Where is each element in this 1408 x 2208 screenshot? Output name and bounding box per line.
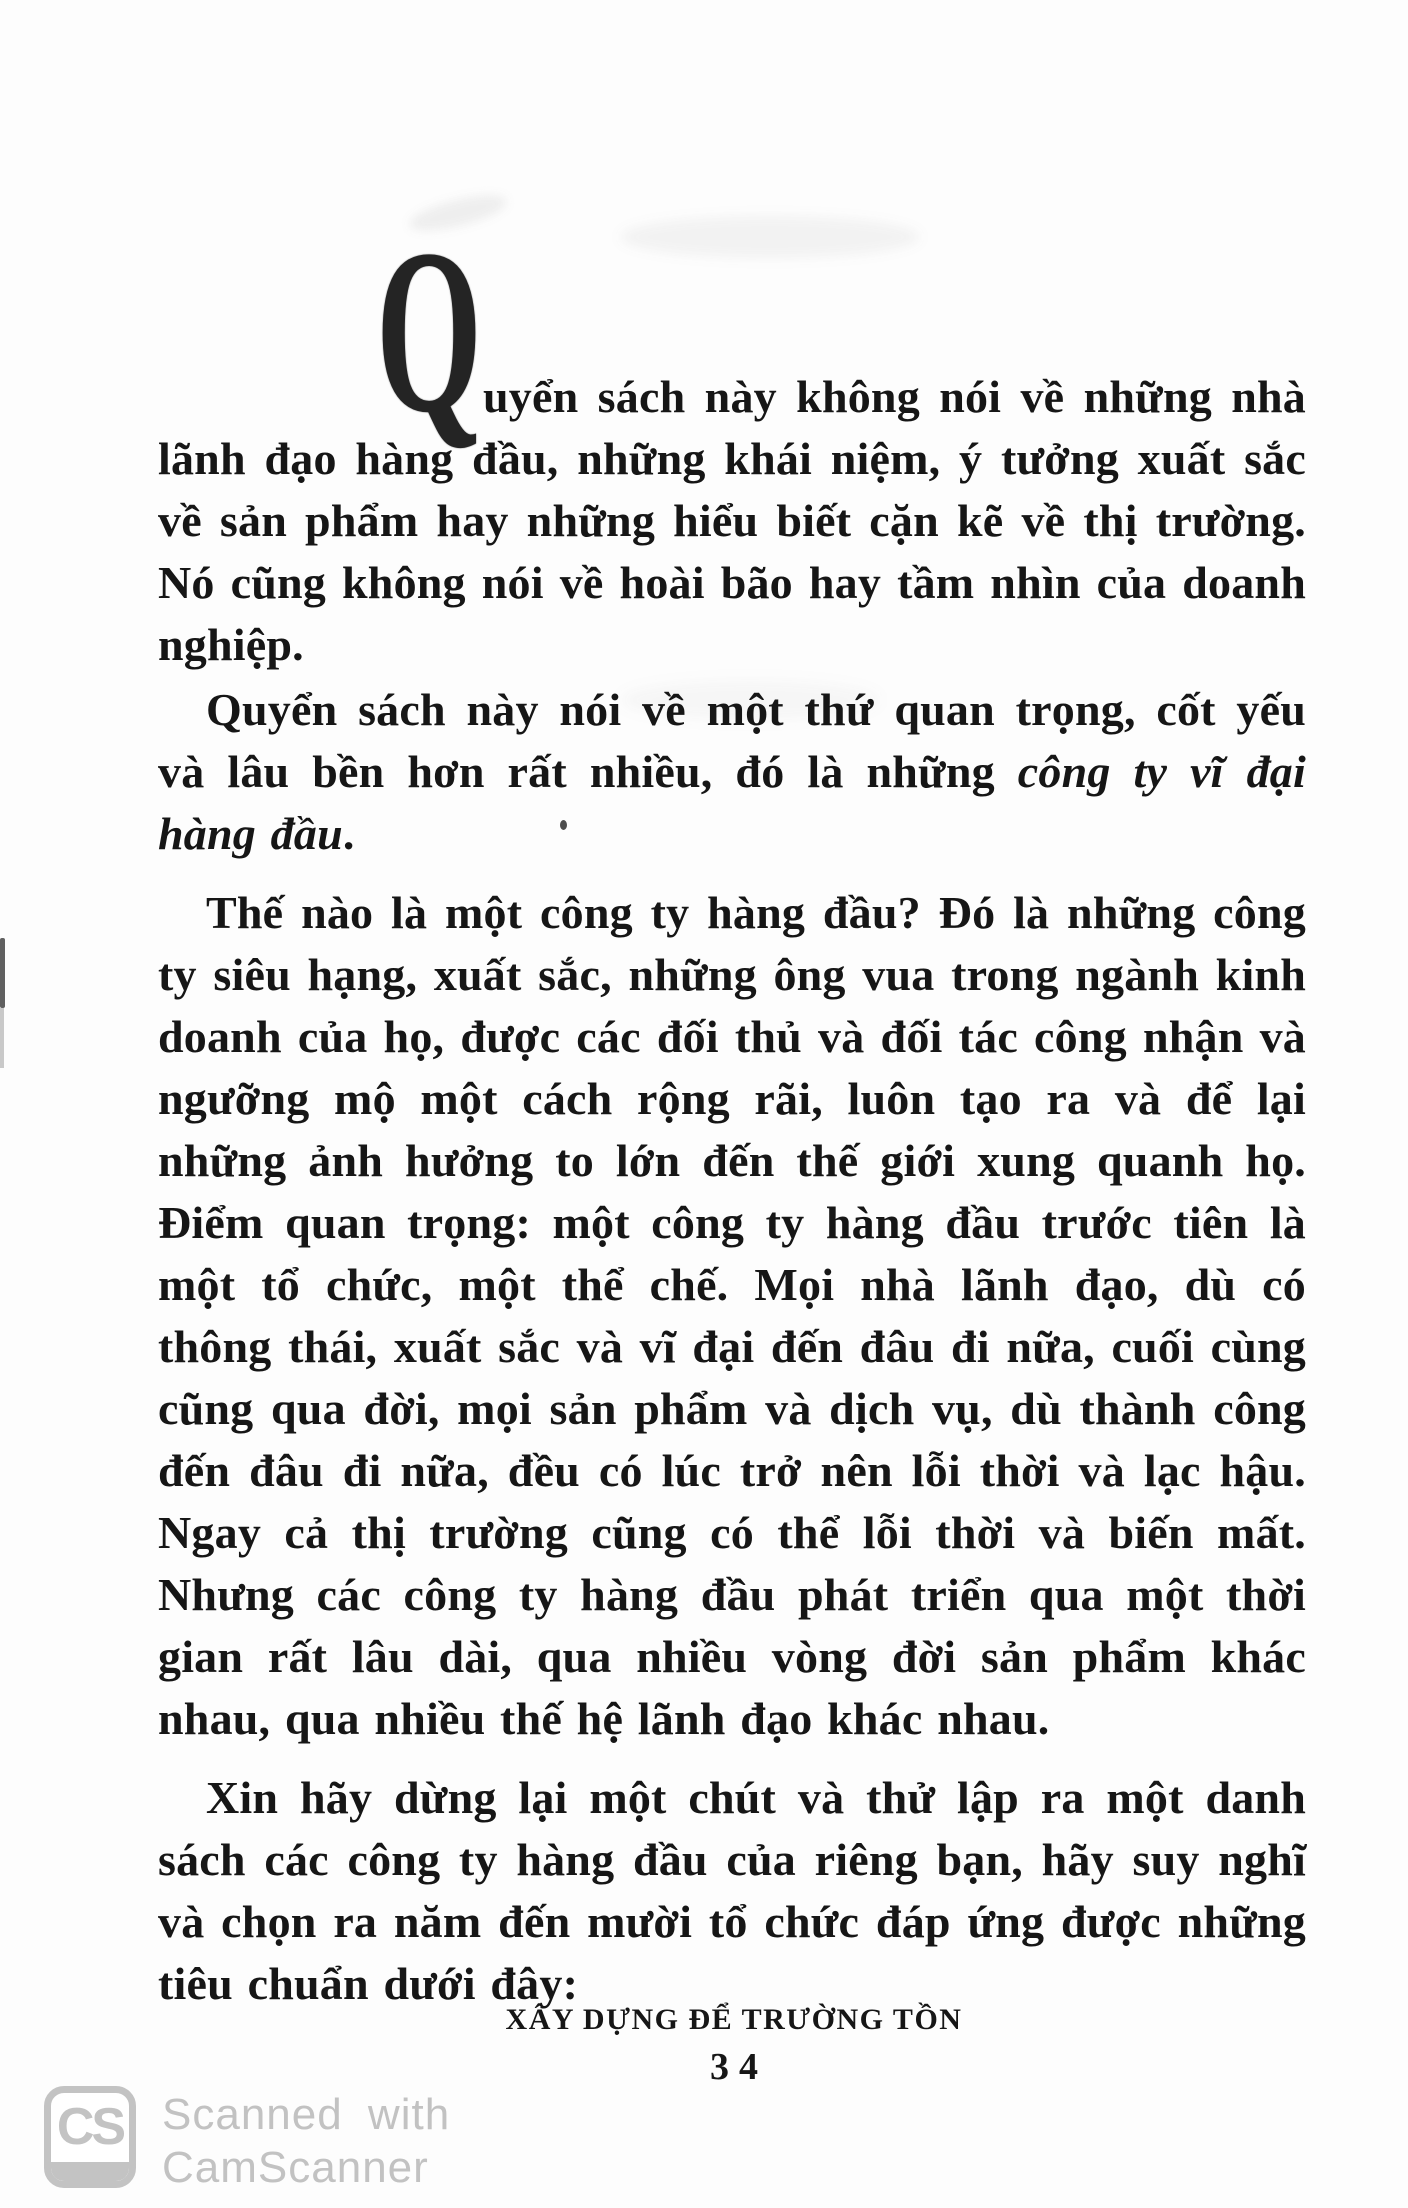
watermark-line-1: Scanned with <box>162 2090 451 2139</box>
paragraph-1 <box>158 366 1306 676</box>
camscanner-logo-band <box>51 2162 129 2181</box>
paragraph-1-text: uyển sách này không nói về những nhà lãnh đạo hàng đầu, những khái niệm, ý tưởng xuất sắc về sản phẩm hay những hiểu biết cặn kẽ về thị trường. Nó cũng không nói về hoài bão hay tầm nhìn của doanh nghiệp. <box>158 371 1306 670</box>
italic-phrase: công ty vĩ đại hàng đầu <box>158 746 1306 859</box>
scan-smudge <box>620 216 920 258</box>
paragraph-3: Thế nào là một công ty hàng đầu? Đó là những công ty siêu hạng, xuất sắc, những ông vua trong ngành kinh doanh của họ, được các đối thủ và đối tác công nhận và ngưỡng mộ một cách rộng rãi, luôn tạo ra và để lại những ảnh hưởng to lớn đến thế giới xung quanh họ. Điểm quan trọng: một công ty hàng đầu trước tiên là một tổ chức, một thể chế. Mọi nhà lãnh đạo, dù có thông thái, xuất sắc và vĩ đại đến đâu đi nữa, cuối cùng cũng qua đời, mọi sản phẩm và dịch vụ, dù thành công đến đâu đi nữa, đều có lúc trở nên lỗi thời và lạc hậu. Ngay cả thị trường cũng có thể lỗi thời và biến mất. Nhưng các công ty hàng đầu phát triển qua một thời gian rất lâu dài, qua nhiều vòng đời sản phẩm khác nhau, qua nhiều thế hệ lãnh đạo khác nhau. <box>158 887 1306 1744</box>
drop-cap-letter: Q <box>376 201 483 461</box>
page-footer <box>30 2003 1408 2089</box>
running-title: XÂY DỰNG ĐỂ TRƯỜNG TỒN <box>505 2003 963 2036</box>
paragraph-2 <box>158 679 1306 865</box>
camscanner-logo-icon <box>44 2086 136 2188</box>
camscanner-watermark <box>44 2086 450 2194</box>
camscanner-logo-letters: CS <box>56 2098 124 2156</box>
paragraph-2-post-italic: . <box>342 808 355 859</box>
watermark-text <box>162 2088 450 2194</box>
page-number: 34 <box>710 2046 768 2088</box>
body-text-block <box>158 201 1306 2015</box>
scan-edge-artifact <box>0 938 5 1008</box>
paragraph-2-pre-italic: Quyển sách này nói về một thứ quan trọng, cốt yếu và lâu bền hơn rất nhiều, đó là những <box>158 684 1306 797</box>
paragraph-4: Xin hãy dừng lại một chút và thử lập ra một danh sách các công ty hàng đầu của riêng bạn, hãy suy nghĩ và chọn ra năm đến mười tổ chức đáp ứng được những tiêu chuẩn dưới đây: <box>158 1772 1306 2009</box>
watermark-line-2: CamScanner <box>162 2143 429 2192</box>
